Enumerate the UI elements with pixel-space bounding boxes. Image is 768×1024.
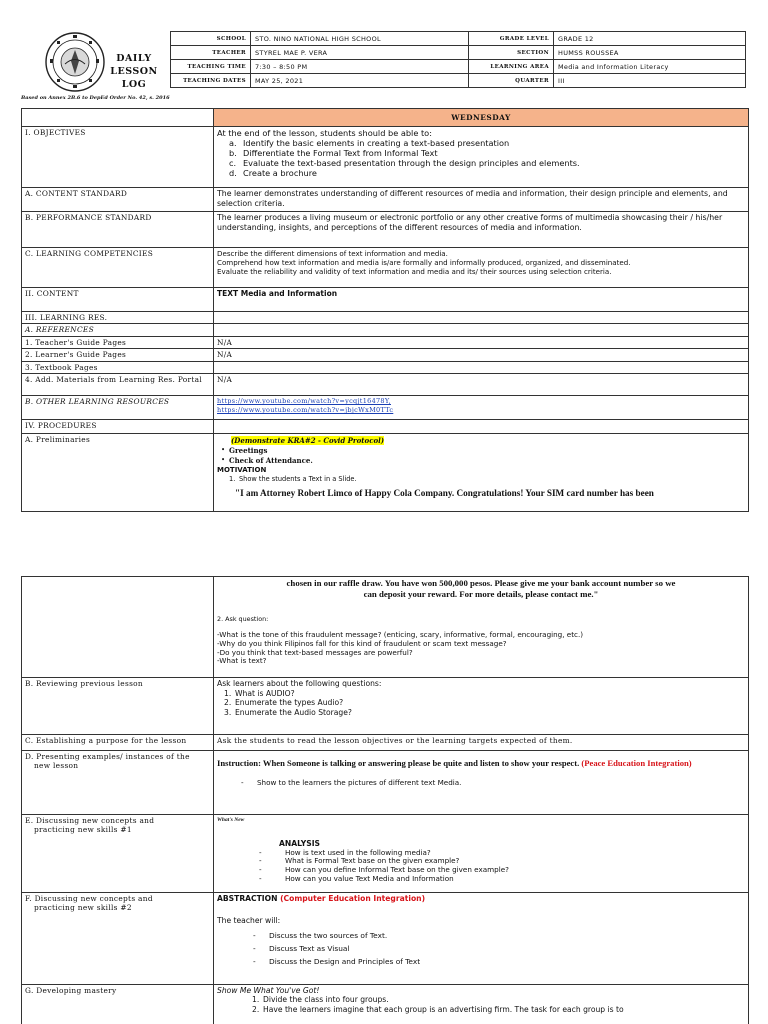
objectives-intro: At the end of the lesson, students should be able to:	[217, 128, 432, 138]
grade-label: GRADE LEVEL	[469, 32, 554, 46]
presenting-list	[217, 769, 745, 787]
analysis-item: - What is Formal Text base on the given example?	[259, 856, 460, 866]
review-intro: Ask learners about the following questions:	[217, 679, 382, 688]
discussing-1-label: E. Discussing new concepts and practicing new skills #1	[22, 815, 214, 893]
textbook-label: 3. Textbook Pages	[22, 361, 214, 373]
kra-highlight: (Demonstrate KRA#2 - Covid Protocol)	[231, 436, 385, 446]
questions-list	[217, 624, 745, 665]
additional-materials-label: 4. Add. Materials from Learning Res. Portal	[22, 374, 214, 396]
discussing-2-label: F. Discussing new concepts and practicing new skills #2	[22, 893, 214, 985]
review-item: 1. What is AUDIO?	[224, 688, 295, 698]
mastery-item: 2. Have the learners imagine that each group is an advertising firm. The task for each group is to	[252, 1005, 624, 1015]
time-value: 7:30 – 8:50 PM	[251, 60, 469, 74]
developing-mastery-label: G. Developing mastery	[22, 985, 214, 1024]
blank-cell	[22, 109, 214, 127]
question-item: -Do you think that text-based messages are powerful?	[217, 647, 413, 657]
content-standard-text: The learner demonstrates understanding of different resources of media and information, their design principle and elements, and selection criteria.	[214, 188, 749, 212]
purpose-label: C. Establishing a purpose for the lesson	[22, 735, 214, 751]
school-label: SCHOOL	[171, 32, 251, 46]
question-item: -What is the tone of this fraudulent message? (enticing, scary, informative, formal, encouraging, etc.)	[217, 630, 584, 640]
scam-quote-part-2: chosen in our raffle draw. You have won 500,000 pesos. Please give me your bank account number so we can deposit your reward. For more details, please contact me."	[286, 578, 676, 599]
bullet-item: • Greetings	[221, 446, 268, 456]
learning-competencies-label: C. LEARNING COMPETENCIES	[22, 248, 214, 288]
quarter-value: III	[554, 74, 746, 88]
title-line-1: DAILY	[116, 53, 152, 64]
bullet-item: • Check of Attendance.	[221, 456, 313, 466]
references-label: A. REFERENCES	[22, 324, 214, 336]
mastery-cell	[214, 985, 749, 1024]
review-item: 3. Enumerate the Audio Storage?	[224, 707, 352, 717]
abstraction-item: - Discuss the two sources of Text.	[253, 930, 388, 940]
objective-item: b. Differentiate the Formal Text from Informal Text	[229, 148, 438, 158]
presenting-label: D. Presenting examples/ instances of the new lesson	[22, 751, 214, 815]
blank-cell	[214, 324, 749, 336]
question-item: -What is text?	[217, 656, 267, 666]
based-on-note: Based on Annex 2B.6 to DepEd Order No. 42, s. 2016	[21, 95, 170, 101]
teachers-guide-label: 1. Teacher's Guide Pages	[22, 336, 214, 348]
learning-competencies-cell	[214, 248, 749, 288]
deped-seal-logo	[44, 31, 106, 93]
reviewing-cell	[214, 678, 749, 735]
content-label: II. CONTENT	[22, 288, 214, 312]
abstraction-heading: ABSTRACTION (Computer Education Integration)	[217, 894, 426, 903]
show-me-label: Show Me What You've Got!	[217, 986, 320, 995]
analysis-list	[217, 849, 745, 883]
presenting-cell	[214, 751, 749, 815]
ask-question-label: 2. Ask question:	[217, 615, 269, 623]
preliminaries-label: A. Preliminaries	[22, 434, 214, 512]
content-text: TEXT Media and Information	[214, 288, 749, 312]
blank-cell	[214, 312, 749, 324]
objective-item: c. Evaluate the text-based presentation through the design principles and elements.	[229, 158, 580, 168]
learners-guide-value: N/A	[214, 349, 749, 361]
mastery-list	[217, 995, 745, 1015]
quarter-label: QUARTER	[469, 74, 554, 88]
lesson-table-page-1	[21, 108, 749, 512]
blank-cell	[22, 577, 214, 678]
performance-standard-label: B. PERFORMANCE STANDARD	[22, 212, 214, 248]
analysis-cell	[214, 815, 749, 893]
abstraction-item: - Discuss Text as Visual	[253, 943, 350, 953]
header-info-table	[170, 31, 746, 88]
objectives-label: I. OBJECTIVES	[22, 127, 214, 188]
abstraction-cell	[214, 893, 749, 985]
teacher-value: STYREL MAE P. VERA	[251, 46, 469, 60]
analysis-item: - How is text used in the following media?	[259, 847, 431, 857]
lesson-table-page-2	[21, 576, 749, 1024]
performance-standard-text: The learner produces a living museum or electronic portfolio or any other creative forms of multimedia showcasing their / his/her understanding, insights, and perceptions of the different resources of media and information.	[214, 212, 749, 248]
youtube-link-2[interactable]: https://www.youtube.com/watch?v=jbjcWxM0TTc	[217, 406, 394, 415]
objective-item: d. Create a brochure	[229, 168, 317, 178]
computer-education-integration: (Computer Education Integration)	[280, 894, 426, 903]
competency-line: Evaluate the reliability and validity of text information and media and its/ their sources using selection criteria.	[217, 267, 612, 276]
motivation-item: 1. Show the students a Text in a Slide.	[229, 475, 357, 484]
objective-item: a. Identify the basic elements in creating a text-based presentation	[229, 138, 510, 148]
teachers-guide-value: N/A	[214, 336, 749, 348]
other-resources-label: B. OTHER LEARNING RESOURCES	[22, 396, 214, 420]
scam-quote-part-1: "I am Attorney Robert Limco of Happy Cola Company. Congratulations! Your SIM card number has been	[235, 488, 654, 499]
title-line-2: LESSON	[110, 66, 158, 77]
objectives-cell	[214, 127, 749, 188]
question-item: -Why do you think Filipinos fall for this kind of fraudulent or scam text message?	[217, 639, 507, 648]
preliminaries-cell	[214, 434, 749, 512]
review-item: 2. Enumerate the types Audio?	[224, 698, 344, 708]
peace-education-integration: (Peace Education Integration)	[581, 758, 692, 768]
area-label: LEARNING AREA	[469, 60, 554, 74]
analysis-label: ANALYSIS	[279, 839, 321, 849]
page-gap	[0, 515, 768, 576]
whats-new-label: What's New	[217, 817, 245, 823]
review-list	[217, 689, 745, 718]
blank-cell	[214, 420, 749, 434]
content-standard-label: A. CONTENT STANDARD	[22, 188, 214, 212]
abstraction-item: - Discuss the Design and Principles of Text	[253, 956, 421, 966]
analysis-item: - How can you value Text Media and Information	[259, 873, 454, 883]
objectives-list	[217, 138, 745, 178]
other-resources-links	[214, 396, 749, 420]
area-value: Media and Information Literacy	[554, 60, 746, 74]
teacher-label: TEACHER	[171, 46, 251, 60]
learners-guide-label: 2. Learner's Guide Pages	[22, 349, 214, 361]
procedures-label: IV. PROCEDURES	[22, 420, 214, 434]
section-label: SECTION	[469, 46, 554, 60]
competency-line: Describe the different dimensions of text information and media.	[217, 249, 448, 258]
motivation-label: MOTIVATION	[217, 466, 267, 475]
learning-resources-label: III. LEARNING RES.	[22, 312, 214, 324]
instruction-text: Instruction: When Someone is talking or answering please be quite and listen to show your respect. (Peace Education Integration)	[217, 758, 692, 768]
teacher-will-label: The teacher will:	[217, 916, 281, 926]
page-2	[0, 576, 768, 1024]
reviewing-label: B. Reviewing previous lesson	[22, 678, 214, 735]
analysis-item: - How can you define Informal Text base on the given example?	[259, 865, 509, 874]
abstraction-list	[217, 926, 745, 968]
day-header: WEDNESDAY	[214, 109, 749, 127]
motivation-continued-cell	[214, 577, 749, 678]
presenting-item: - Show to the learners the pictures of different text Media.	[241, 777, 462, 787]
grade-value: GRADE 12	[554, 32, 746, 46]
section-value: HUMSS ROUSSEA	[554, 46, 746, 60]
daily-lesson-log-title	[104, 52, 164, 91]
mastery-item: 1. Divide the class into four groups.	[252, 995, 389, 1005]
time-label: TEACHING TIME	[171, 60, 251, 74]
purpose-text: Ask the students to read the lesson objectives or the learning targets expected of them.	[214, 735, 749, 751]
additional-materials-value: N/A	[214, 374, 749, 396]
youtube-link-1[interactable]: https://www.youtube.com/watch?v=ycqjt16478Y,	[217, 397, 391, 406]
title-line-3: LOG	[121, 79, 147, 90]
dates-label: TEACHING DATES	[171, 74, 251, 88]
competency-line: Comprehend how text information and media is/are formally and informally produced, organized, and disseminated.	[217, 258, 631, 267]
textbook-value	[214, 361, 749, 373]
dates-value: MAY 25, 2021	[251, 74, 469, 88]
school-value: STO. NINO NATIONAL HIGH SCHOOL	[251, 32, 469, 46]
